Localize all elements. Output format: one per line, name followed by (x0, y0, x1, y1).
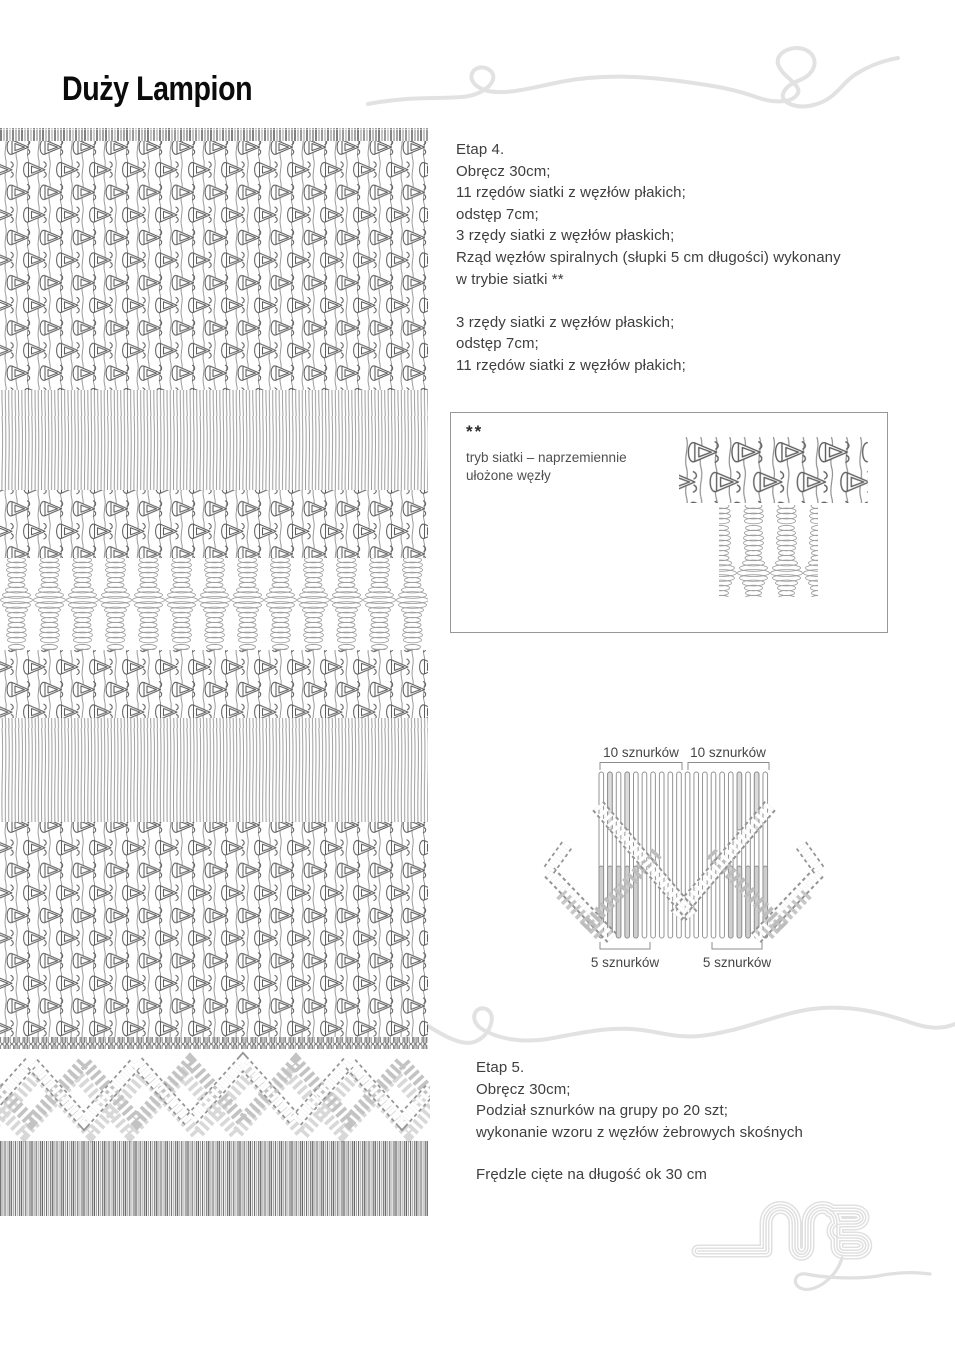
decorative-string-middle (428, 1008, 955, 1043)
label-5-sznurkow-left: 5 sznurków (590, 955, 660, 970)
etap4-line: Obręcz 30cm; (456, 162, 551, 180)
rib-knot-bands (549, 806, 819, 938)
label-10-sznurkow-left: 10 sznurków (603, 745, 679, 760)
chevron-band (0, 1062, 430, 1134)
etap5-section (476, 1057, 803, 1186)
knot-band-3rows-b (0, 650, 428, 718)
etap5-line: wykonanie wzoru z węzłów żebrowych skośnych (476, 1123, 803, 1141)
etap4-line: Etap 4. (456, 141, 505, 158)
label-5-sznurkow-right: 5 sznurków (702, 955, 772, 970)
rib-knot-row (0, 1037, 428, 1049)
cords-diagram (535, 738, 865, 983)
etap4-line: w trybie siatki ** (456, 270, 564, 288)
note-text-line-2: ułożone węzły (466, 468, 551, 483)
note-knot-illustration (671, 433, 871, 611)
knot-band-3rows-a (0, 490, 428, 558)
fringe (0, 1141, 428, 1216)
etap4-line: 3 rzędy siatki z węzłów płaskich; (456, 313, 675, 331)
knot-band-top (0, 141, 428, 390)
cord-gap-top (0, 390, 428, 490)
etap4-line: odstęp 7cm; (456, 205, 539, 223)
bracket-10-right (688, 763, 769, 771)
etap4-line-blank (456, 290, 841, 312)
etap4-line: 3 rzędy siatki z węzłów płaskich; (456, 227, 675, 245)
logo-string-tail (795, 1258, 930, 1289)
cord-gap-bottom (0, 718, 428, 822)
etap5-line: Podział sznurków na grupy po 20 szt; (476, 1102, 729, 1120)
note-text (466, 449, 627, 485)
hoop-ticks-row (0, 128, 428, 141)
page-title: Duży Lampion (62, 70, 253, 108)
note-text-line-1: tryb siatki – naprzemiennie (466, 450, 627, 465)
bracket-5-right (712, 942, 762, 949)
note-marker: ** (466, 422, 484, 441)
etap5-line: Obręcz 30cm; (476, 1080, 571, 1098)
etap4-line: 11 rzędów siatki z węzłów płakich; (456, 356, 686, 374)
spiral-band (0, 558, 428, 650)
label-10-sznurkow-right: 10 sznurków (690, 745, 766, 760)
bracket-5-left (600, 942, 650, 949)
macrame-pattern-illustration (0, 0, 430, 1350)
etap4-section (456, 139, 841, 377)
etap5-line: Etap 5. (476, 1059, 525, 1076)
knot-band-bottom (0, 822, 428, 1037)
note-box (450, 412, 888, 633)
bracket-10-left (600, 763, 682, 771)
etap4-line: Rząd węzłów spiralnych (słupki 5 cm długości) wykonany (456, 248, 841, 266)
fringe-note: Frędzle cięte na długość ok 30 cm (476, 1166, 707, 1184)
decorative-string-top (368, 48, 898, 106)
brand-knot-logo (698, 1208, 930, 1290)
etap4-line: odstęp 7cm; (456, 335, 539, 353)
etap4-line: 11 rzędów siatki z węzłów płakich; (456, 184, 686, 202)
